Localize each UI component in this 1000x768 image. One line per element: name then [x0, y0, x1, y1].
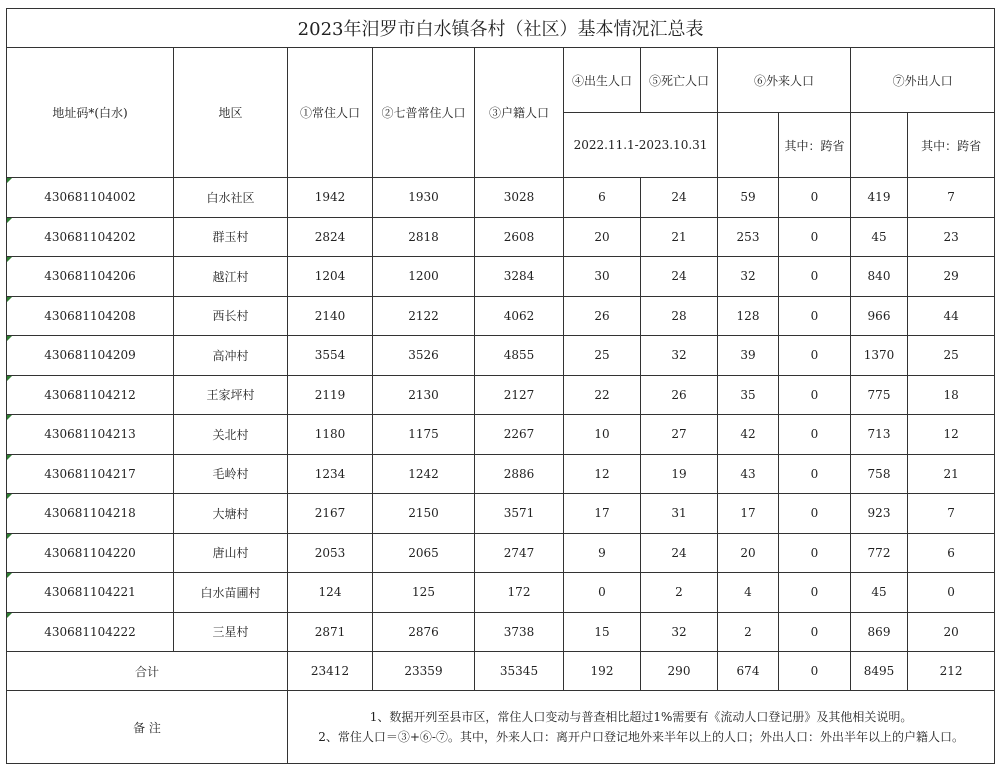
table-row	[7, 415, 995, 455]
cell-outflow: 45	[851, 217, 908, 257]
total-deaths: 290	[641, 652, 718, 691]
cell-resident: 3554	[288, 336, 373, 376]
cell-household: 2747	[475, 533, 564, 573]
header-births: ④出生人口	[564, 48, 641, 113]
cell-outflow: 419	[851, 178, 908, 218]
cell-inflow: 128	[718, 296, 779, 336]
cell-region: 王家坪村	[174, 375, 288, 415]
cell-code: 430681104202	[7, 217, 174, 257]
cell-deaths: 2	[641, 573, 718, 613]
cell-outflow: 840	[851, 257, 908, 297]
header-code: 地址码*(白水)	[7, 48, 174, 178]
cell-deaths: 19	[641, 454, 718, 494]
header-inflow-total-blank	[718, 113, 779, 178]
cell-household: 4062	[475, 296, 564, 336]
cell-region: 毛岭村	[174, 454, 288, 494]
cell-inflow: 35	[718, 375, 779, 415]
cell-births: 20	[564, 217, 641, 257]
total-household: 35345	[475, 652, 564, 691]
cell-inflow: 43	[718, 454, 779, 494]
cell-inflow-cross: 0	[779, 257, 851, 297]
header-household: ③户籍人口	[475, 48, 564, 178]
cell-births: 12	[564, 454, 641, 494]
header-census7: ②七普常住人口	[373, 48, 475, 178]
cell-outflow-cross: 12	[908, 415, 995, 455]
table-row	[7, 494, 995, 534]
cell-census7: 125	[373, 573, 475, 613]
cell-household: 4855	[475, 336, 564, 376]
cell-resident: 1942	[288, 178, 373, 218]
cell-inflow-cross: 0	[779, 573, 851, 613]
cell-resident: 1180	[288, 415, 373, 455]
cell-region: 高冲村	[174, 336, 288, 376]
cell-resident: 2871	[288, 612, 373, 652]
cell-outflow-cross: 44	[908, 296, 995, 336]
cell-inflow: 4	[718, 573, 779, 613]
cell-census7: 2876	[373, 612, 475, 652]
cell-region: 群玉村	[174, 217, 288, 257]
cell-outflow-cross: 7	[908, 494, 995, 534]
cell-births: 26	[564, 296, 641, 336]
cell-outflow-cross: 18	[908, 375, 995, 415]
cell-inflow-cross: 0	[779, 178, 851, 218]
cell-outflow: 45	[851, 573, 908, 613]
cell-resident: 1204	[288, 257, 373, 297]
table-row	[7, 217, 995, 257]
note-line-1: 1、数据开列至县市区，常住人口变动与普查相比超过1%需要有《流动人口登记册》及其他相关说明。	[369, 710, 913, 724]
cell-code: 430681104221	[7, 573, 174, 613]
cell-births: 15	[564, 612, 641, 652]
cell-inflow: 32	[718, 257, 779, 297]
cell-census7: 3526	[373, 336, 475, 376]
cell-region: 大塘村	[174, 494, 288, 534]
cell-deaths: 21	[641, 217, 718, 257]
cell-outflow: 772	[851, 533, 908, 573]
cell-code: 430681104206	[7, 257, 174, 297]
cell-outflow: 713	[851, 415, 908, 455]
cell-region: 越江村	[174, 257, 288, 297]
table-row	[7, 375, 995, 415]
cell-deaths: 28	[641, 296, 718, 336]
cell-outflow-cross: 29	[908, 257, 995, 297]
cell-census7: 1175	[373, 415, 475, 455]
cell-outflow-cross: 7	[908, 178, 995, 218]
cell-inflow: 42	[718, 415, 779, 455]
total-label: 合计	[7, 652, 288, 691]
cell-census7: 1930	[373, 178, 475, 218]
cell-region: 三星村	[174, 612, 288, 652]
header-inflow-cross: 其中：跨省	[779, 113, 851, 178]
table-row	[7, 573, 995, 613]
cell-outflow: 1370	[851, 336, 908, 376]
cell-deaths: 32	[641, 336, 718, 376]
cell-outflow: 869	[851, 612, 908, 652]
cell-outflow-cross: 0	[908, 573, 995, 613]
cell-household: 2127	[475, 375, 564, 415]
cell-inflow-cross: 0	[779, 612, 851, 652]
summary-table	[6, 8, 995, 764]
cell-inflow: 59	[718, 178, 779, 218]
cell-household: 2267	[475, 415, 564, 455]
cell-household: 3028	[475, 178, 564, 218]
header-outflow-total-blank	[851, 113, 908, 178]
table-row	[7, 296, 995, 336]
cell-inflow-cross: 0	[779, 296, 851, 336]
cell-region: 唐山村	[174, 533, 288, 573]
cell-household: 3284	[475, 257, 564, 297]
cell-resident: 2824	[288, 217, 373, 257]
cell-inflow-cross: 0	[779, 217, 851, 257]
cell-census7: 1242	[373, 454, 475, 494]
cell-resident: 124	[288, 573, 373, 613]
cell-deaths: 27	[641, 415, 718, 455]
cell-births: 17	[564, 494, 641, 534]
cell-outflow-cross: 23	[908, 217, 995, 257]
total-outflow: 8495	[851, 652, 908, 691]
note-line-2: 2、常住人口＝③+⑥-⑦。其中，外来人口：离开户口登记地外来半年以上的人口；外出人口：外出半年以上的户籍人口。	[318, 730, 964, 744]
cell-code: 430681104220	[7, 533, 174, 573]
cell-inflow-cross: 0	[779, 375, 851, 415]
cell-deaths: 26	[641, 375, 718, 415]
cell-inflow: 39	[718, 336, 779, 376]
note-content	[288, 691, 995, 764]
cell-code: 430681104002	[7, 178, 174, 218]
cell-household: 3738	[475, 612, 564, 652]
cell-region: 西长村	[174, 296, 288, 336]
header-outflow-cross: 其中：跨省	[908, 113, 995, 178]
cell-census7: 2130	[373, 375, 475, 415]
table-row	[7, 336, 995, 376]
cell-census7: 1200	[373, 257, 475, 297]
table-row	[7, 612, 995, 652]
table-row	[7, 533, 995, 573]
cell-region: 关北村	[174, 415, 288, 455]
cell-births: 30	[564, 257, 641, 297]
total-census7: 23359	[373, 652, 475, 691]
header-outflow: ⑦外出人口	[851, 48, 995, 113]
header-region: 地区	[174, 48, 288, 178]
cell-code: 430681104213	[7, 415, 174, 455]
cell-resident: 2140	[288, 296, 373, 336]
cell-code: 430681104209	[7, 336, 174, 376]
cell-code: 430681104217	[7, 454, 174, 494]
cell-census7: 2150	[373, 494, 475, 534]
cell-inflow: 20	[718, 533, 779, 573]
cell-region: 白水社区	[174, 178, 288, 218]
cell-outflow-cross: 20	[908, 612, 995, 652]
cell-outflow: 775	[851, 375, 908, 415]
cell-census7: 2065	[373, 533, 475, 573]
table-title: 2023年汨罗市白水镇各村（社区）基本情况汇总表	[7, 9, 995, 48]
note-label: 备 注	[7, 691, 288, 764]
cell-births: 9	[564, 533, 641, 573]
cell-inflow-cross: 0	[779, 454, 851, 494]
header-inflow: ⑥外来人口	[718, 48, 851, 113]
cell-census7: 2818	[373, 217, 475, 257]
cell-births: 25	[564, 336, 641, 376]
cell-outflow-cross: 21	[908, 454, 995, 494]
cell-resident: 2119	[288, 375, 373, 415]
cell-inflow-cross: 0	[779, 415, 851, 455]
cell-region: 白水苗圃村	[174, 573, 288, 613]
table-row	[7, 257, 995, 297]
cell-census7: 2122	[373, 296, 475, 336]
cell-inflow-cross: 0	[779, 494, 851, 534]
cell-inflow-cross: 0	[779, 336, 851, 376]
total-inflow-cross: 0	[779, 652, 851, 691]
cell-deaths: 31	[641, 494, 718, 534]
cell-deaths: 24	[641, 533, 718, 573]
cell-inflow: 253	[718, 217, 779, 257]
cell-resident: 1234	[288, 454, 373, 494]
cell-code: 430681104208	[7, 296, 174, 336]
cell-outflow: 966	[851, 296, 908, 336]
cell-resident: 2167	[288, 494, 373, 534]
cell-deaths: 32	[641, 612, 718, 652]
cell-outflow-cross: 25	[908, 336, 995, 376]
cell-code: 430681104212	[7, 375, 174, 415]
cell-household: 2608	[475, 217, 564, 257]
cell-deaths: 24	[641, 257, 718, 297]
cell-household: 172	[475, 573, 564, 613]
summary-sheet	[6, 8, 994, 764]
total-resident: 23412	[288, 652, 373, 691]
cell-outflow: 758	[851, 454, 908, 494]
cell-code: 430681104222	[7, 612, 174, 652]
cell-household: 2886	[475, 454, 564, 494]
total-outflow-cross: 212	[908, 652, 995, 691]
total-births: 192	[564, 652, 641, 691]
cell-resident: 2053	[288, 533, 373, 573]
cell-inflow: 17	[718, 494, 779, 534]
cell-outflow-cross: 6	[908, 533, 995, 573]
cell-inflow-cross: 0	[779, 533, 851, 573]
header-deaths: ⑤死亡人口	[641, 48, 718, 113]
header-resident: ①常住人口	[288, 48, 373, 178]
cell-household: 3571	[475, 494, 564, 534]
header-period: 2022.11.1-2023.10.31	[564, 113, 718, 178]
cell-births: 0	[564, 573, 641, 613]
table-row	[7, 454, 995, 494]
cell-births: 22	[564, 375, 641, 415]
cell-code: 430681104218	[7, 494, 174, 534]
table-row	[7, 178, 995, 218]
cell-inflow: 2	[718, 612, 779, 652]
cell-births: 10	[564, 415, 641, 455]
cell-outflow: 923	[851, 494, 908, 534]
cell-deaths: 24	[641, 178, 718, 218]
total-inflow: 674	[718, 652, 779, 691]
cell-births: 6	[564, 178, 641, 218]
